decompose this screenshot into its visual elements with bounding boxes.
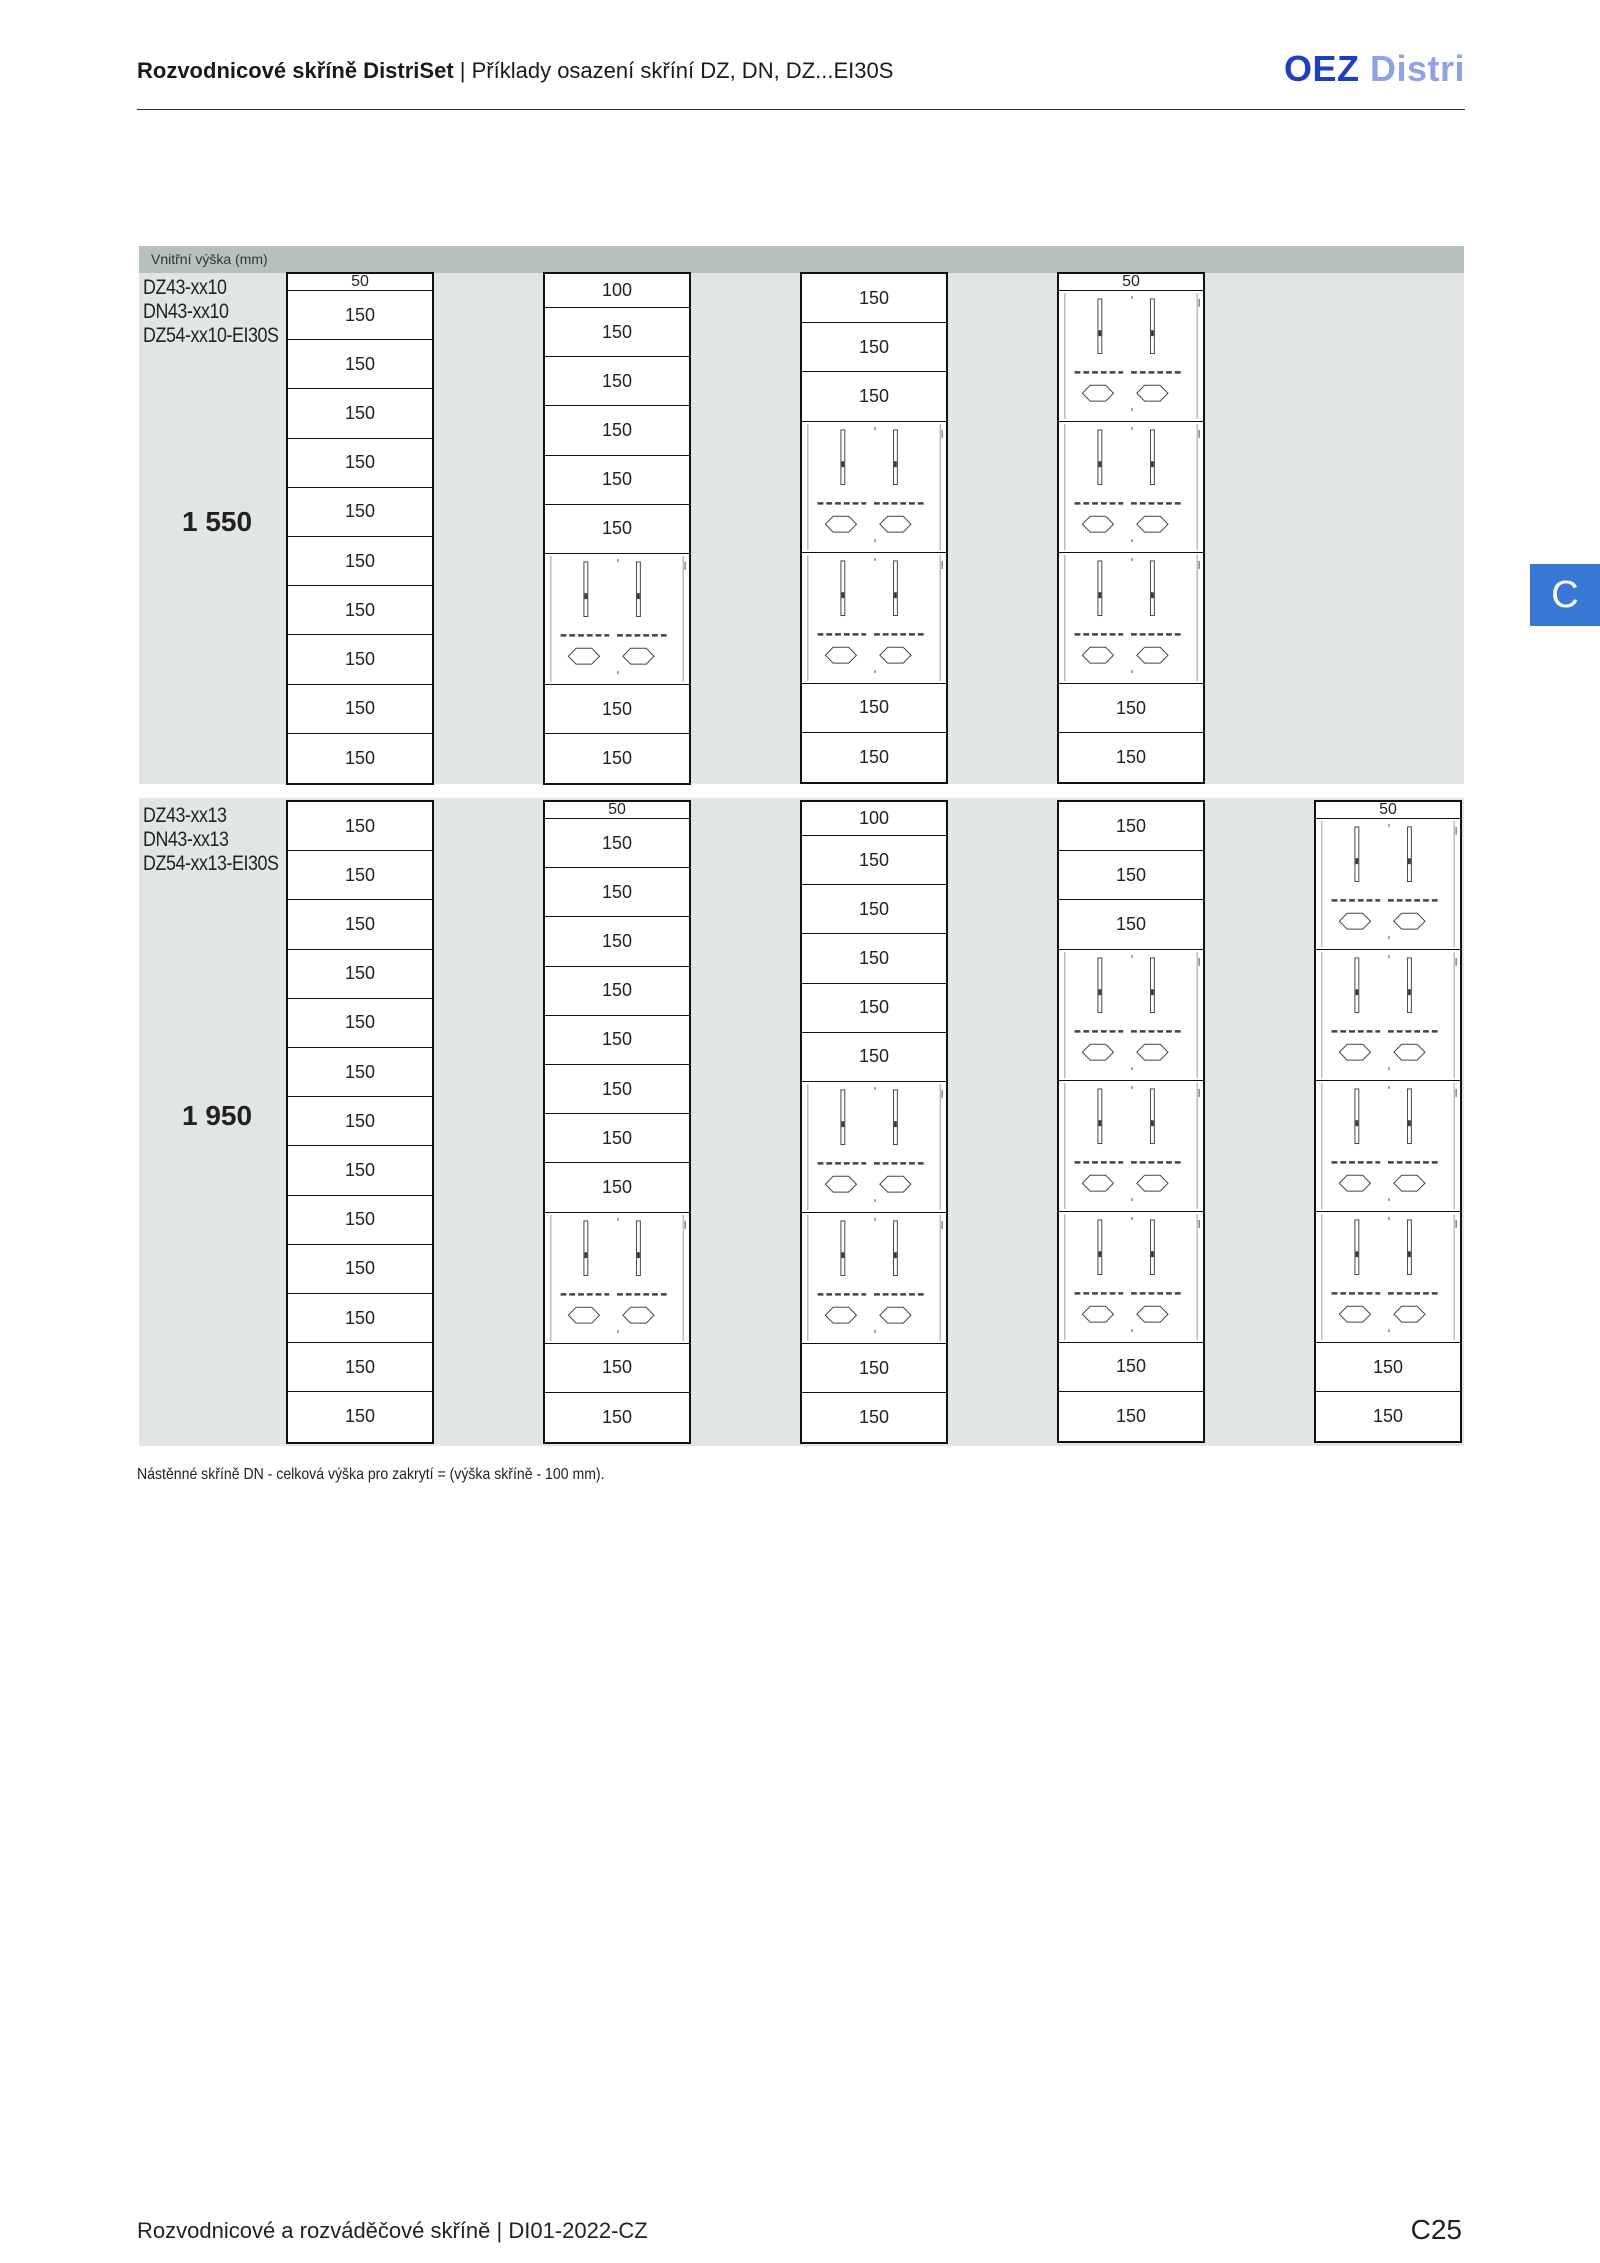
slot-height: 150 — [288, 635, 432, 684]
meter-module — [1316, 950, 1460, 1081]
cabinet-column — [800, 800, 948, 1444]
slot-height: 150 — [545, 505, 689, 554]
meter-module-icon — [1059, 553, 1203, 683]
cabinet-column — [800, 272, 948, 784]
cabinet-column — [1057, 800, 1205, 1443]
logo-oez: OEZ — [1283, 48, 1360, 89]
footnote: Nástěnné skříně DN - celková výška pro zakrytí = (výška skříně - 100 mm). — [137, 1466, 605, 1483]
meter-module — [1316, 1212, 1460, 1343]
slot-height: 100 — [802, 802, 946, 836]
slot-height: 150 — [288, 851, 432, 900]
panel-header: Vnitřní výška (mm) — [139, 246, 1464, 273]
meter-module-icon — [1316, 950, 1460, 1080]
meter-module-icon — [802, 1213, 946, 1343]
meter-module — [1316, 1081, 1460, 1212]
cabinet-type-label: DZ43-xx10 — [143, 276, 227, 299]
slot-height: 150 — [545, 1065, 689, 1114]
slot-height: 150 — [288, 340, 432, 389]
header-separator: | — [459, 58, 466, 83]
cabinet-column — [543, 272, 691, 785]
meter-module — [1059, 950, 1203, 1081]
slot-height: 50 — [545, 802, 689, 819]
cabinet-column — [286, 272, 434, 785]
section1-height: 1 550 — [182, 506, 253, 537]
slot-height: 150 — [1059, 851, 1203, 900]
slot-height: 50 — [1059, 274, 1203, 291]
slot-height: 150 — [1316, 1343, 1460, 1392]
slot-height: 150 — [288, 1146, 432, 1195]
slot-height: 150 — [288, 439, 432, 488]
slot-height: 150 — [288, 802, 432, 851]
slot-height: 150 — [1059, 900, 1203, 949]
slot-height: 150 — [858, 746, 890, 767]
meter-module — [1059, 291, 1203, 422]
slot-height: 150 — [288, 1294, 432, 1343]
section-tab: C — [1530, 564, 1600, 626]
slot-height: 150 — [601, 1406, 633, 1427]
meter-module — [1059, 1081, 1203, 1212]
slot-height: 150 — [802, 684, 946, 733]
slot-height: 150 — [601, 748, 633, 769]
slot-height: 150 — [288, 488, 432, 537]
slot-height: 150 — [1059, 802, 1203, 851]
meter-module-icon — [1316, 1212, 1460, 1342]
page-number: C25 — [1410, 2214, 1462, 2245]
cabinet-type-label: DN43-xx13 — [143, 828, 229, 851]
header-divider — [137, 109, 1465, 110]
slot-height: 150 — [288, 999, 432, 1048]
slot-height: 150 — [545, 308, 689, 357]
slot-height: 150 — [802, 1344, 946, 1393]
cabinet-type-label: DN43-xx10 — [143, 300, 229, 323]
slot-height: 150 — [545, 357, 689, 406]
slot-height: 150 — [545, 456, 689, 505]
meter-module — [802, 1082, 946, 1213]
slot-height: 150 — [288, 1048, 432, 1097]
section2-height: 1 950 — [182, 1100, 253, 1131]
slot-height: 150 — [802, 984, 946, 1033]
meter-module-icon — [1059, 422, 1203, 552]
slot-height: 50 — [1316, 802, 1460, 819]
slot-height: 50 — [288, 274, 432, 291]
meter-module — [1059, 1212, 1203, 1343]
slot-height: 150 — [288, 1196, 432, 1245]
slot-height: 150 — [288, 1097, 432, 1146]
cabinet-column — [1057, 272, 1205, 784]
meter-module — [1059, 553, 1203, 684]
meter-module — [1316, 819, 1460, 950]
slot-height: 150 — [288, 900, 432, 949]
header-subtitle: Příklady osazení skříní DZ, DN, DZ...EI30S — [465, 58, 894, 83]
cabinet-type-label: DZ54-xx10-EI30S — [143, 324, 279, 347]
footer-doc-title: Rozvodnicové a rozváděčové skříně | DI01-2022-CZ — [137, 2218, 648, 2243]
meter-module-icon — [1316, 819, 1460, 949]
meter-module — [802, 1213, 946, 1344]
header-title: Rozvodnicové skříně DistriSet — [137, 58, 454, 83]
cabinet-type-label: DZ54-xx13-EI30S — [143, 852, 279, 875]
slot-height: 150 — [802, 323, 946, 372]
slot-height: 150 — [1115, 747, 1147, 768]
slot-height: 150 — [545, 1163, 689, 1212]
page-header — [137, 58, 893, 84]
slot-height: 100 — [545, 274, 689, 308]
meter-module-icon — [802, 422, 946, 552]
meter-module — [545, 1213, 689, 1344]
meter-module-icon — [1059, 291, 1203, 421]
slot-height: 150 — [545, 406, 689, 455]
section1-labels — [143, 276, 278, 348]
meter-module-icon — [802, 1082, 946, 1212]
meter-module-icon — [1059, 950, 1203, 1080]
slot-height: 150 — [288, 1245, 432, 1294]
slot-height: 150 — [545, 819, 689, 868]
slot-height: 150 — [545, 685, 689, 734]
slot-height: 150 — [288, 1343, 432, 1392]
slot-height: 150 — [288, 685, 432, 734]
meter-module-icon — [1059, 1081, 1203, 1211]
slot-height: 150 — [288, 586, 432, 635]
meter-module — [545, 554, 689, 685]
meter-module — [802, 553, 946, 684]
slot-height: 150 — [802, 274, 946, 323]
slot-height: 150 — [545, 1344, 689, 1393]
slot-height: 150 — [545, 1016, 689, 1065]
meter-module-icon — [545, 554, 689, 684]
slot-height: 150 — [1372, 1406, 1404, 1427]
slot-height: 150 — [1059, 1343, 1203, 1392]
slot-height: 150 — [545, 967, 689, 1016]
slot-height: 150 — [288, 537, 432, 586]
slot-height: 150 — [802, 934, 946, 983]
slot-height: 150 — [1115, 1405, 1147, 1426]
slot-height: 150 — [802, 836, 946, 885]
slot-height: 150 — [802, 885, 946, 934]
meter-module-icon — [1059, 1212, 1203, 1342]
meter-module-icon — [802, 553, 946, 683]
meter-module-icon — [1316, 1081, 1460, 1211]
cabinet-column — [286, 800, 434, 1444]
meter-module — [1059, 422, 1203, 553]
meter-module-icon — [545, 1213, 689, 1343]
slot-height: 150 — [858, 1407, 890, 1428]
cabinet-column — [543, 800, 691, 1444]
slot-height: 150 — [288, 291, 432, 340]
oez-distri-logo — [1284, 48, 1465, 90]
slot-height: 150 — [288, 389, 432, 438]
section2-labels — [143, 804, 278, 876]
slot-height: 150 — [288, 950, 432, 999]
cabinet-column — [1314, 800, 1462, 1443]
slot-height: 150 — [802, 1033, 946, 1082]
slot-height: 150 — [545, 868, 689, 917]
slot-height: 150 — [802, 372, 946, 421]
slot-height: 150 — [545, 1114, 689, 1163]
cabinet-type-label: DZ43-xx13 — [143, 804, 227, 827]
slot-height: 150 — [344, 1406, 376, 1427]
slot-height: 150 — [344, 747, 376, 768]
logo-distri: Distri — [1369, 48, 1465, 89]
slot-height: 150 — [1059, 684, 1203, 733]
meter-module — [802, 422, 946, 553]
slot-height: 150 — [545, 917, 689, 966]
